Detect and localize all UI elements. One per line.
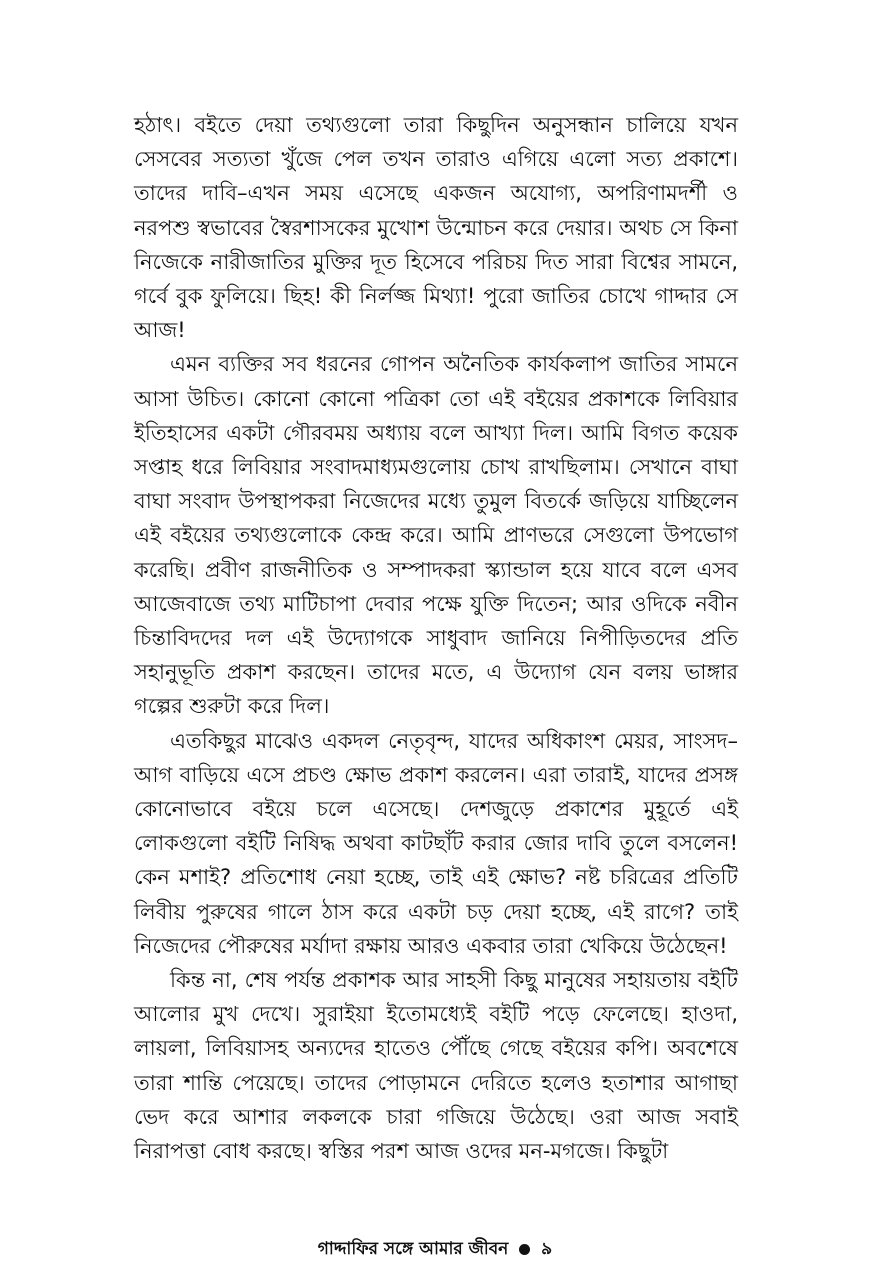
page-number: ৯ — [541, 1239, 553, 1259]
bullet-dot-icon — [519, 1244, 530, 1255]
footer-book-title: গাদ্দাফির সঙ্গে আমার জীবন — [317, 1239, 509, 1259]
paragraph-2: এমন ব্যক্তির সব ধরনের গোপন অনৈতিক কার্যকলাপ জাতির সামনে আসা উচিত। কোনো কোনো পত্রিকা তো এই বইয়ের প্রকাশকে লিবিয়ার ইতিহাসের একটা গৌরবময় অধ্যায় বলে আখ্যা দিল। আমি বিগত কয়েক সপ্তাহ ধরে লিবিয়ার সংবাদমাধ্যমগুলোয় চোখ রাখছিলাম। সেখানে বাঘা বাঘা সংবাদ উপস্থাপকরা নিজেদের মধ্যে তুমুল বিতর্কে জড়িয়ে যাচ্ছিলেন এই বইয়ের তথ্যগুলোকে কেন্দ্র করে। আমি প্রাণভরে সেগুলো উপভোগ করেছি। প্রবীণ রাজনীতিক ও সম্পাদকরা স্ক্যান্ডাল হয়ে যাবে বলে এসব আজেবাজে তথ্য মাটিচাপা দেবার পক্ষে যুক্তি দিতেন; আর ওদিকে নবীন চিন্তাবিদদের দল এই উদ্যোগকে সাধুবাদ জানিয়ে নিপীড়িতদের প্রতি সহানুভূতি প্রকাশ করছেন। তাদের মতে, এ উদ্যোগ যেন বলয় ভাঙ্গার গল্পের শুরুটা করে দিল। — [134, 352, 738, 719]
body-text — [134, 108, 738, 1168]
paragraph-4: কিন্ত না, শেষ পর্যন্ত প্রকাশক আর সাহসী কিছু মানুষের সহায়তায় বইটি আলোর মুখ দেখে। সুরাইয়া ইতোমধ্যেই বইটি পড়ে ফেলেছে। হাওদা, লায়লা, লিবিয়াসহ অন্যদের হাতেও পৌঁছে গেছে বইয়ের কপি। অবশেষে তারা শান্তি পেয়েছে। তাদের পোড়ামনে দেরিতে হলেও হতাশার আগাছা ভেদ করে আশার লকলকে চারা গজিয়ে উঠেছে। ওরা আজ সবাই নিরাপত্তা বোধ করছে। স্বস্তির পরশ আজ ওদের মন-মগজে। কিছুটা — [134, 968, 738, 1164]
paragraph-3: এতকিছুর মাঝেও একদল নেতৃবৃন্দ, যাদের অধিকাংশ মেয়র, সাংসদ–আগ বাড়িয়ে এসে প্রচণ্ড ক্ষোভ প্রকাশ করলেন। এরা তারাই, যাদের প্রসঙ্গ কোনোভাবে বইয়ে চলে এসেছে। দেশজুড়ে প্রকাশের মুহূর্তে এই লোকগুলো বইটি নিষিদ্ধ অথবা কাটছাঁট করার জোর দাবি তুলে বসলেন! কেন মশাই? প্রতিশোধ নেয়া হচ্ছে, তাই এই ক্ষোভ? নষ্ট চরিত্রের প্রতিটি লিবীয় পুরুষের গালে ঠাস করে একটা চড় দেয়া হচ্ছে, এই রাগে? তাই নিজেদের পৌরুষের মর্যাদা রক্ষায় আরও একবার তারা খেকিয়ে উঠেছেন! — [134, 728, 738, 958]
paragraph-1: হঠাৎ। বইতে দেয়া তথ্যগুলো তারা কিছুদিন অনুসন্ধান চালিয়ে যখন সেসবের সত্যতা খুঁজে পেল তখন তারাও এগিয়ে এলো সত্য প্রকাশে। তাদের দাবি–এখন সময় এসেছে একজন অযোগ্য, অপরিণামদর্শী ও নরপশু স্বভাবের স্বৈরশাসকের মুখোশ উন্মোচন করে দেয়ার। অথচ সে কিনা নিজেকে নারীজাতির মুক্তির দূত হিসেবে পরিচয় দিত সারা বিশ্বের সামনে, গর্বে বুক ফুলিয়ে। ছিহ! কী নির্লজ্জ মিথ্যা! পুরো জাতির চোখে গাদ্দার সে আজ! — [134, 113, 738, 343]
page-footer — [0, 1238, 870, 1260]
